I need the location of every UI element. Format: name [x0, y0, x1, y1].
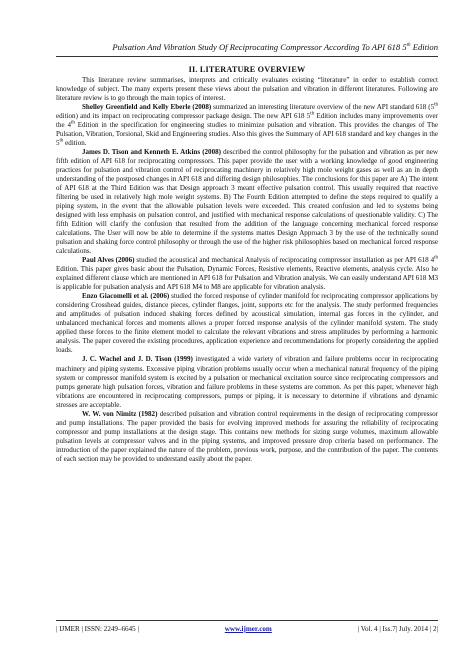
paragraph-text: summarized an interesting literature overview of the new API standard 618 (5th edition) and its impact on reciprocating compressor package design. The new API 618 5th Edition includes many improvements over the 4th Edition in the specification for engineering studies to minimize pulsation and vibration. This provides the changes of The Pulsation, Vibration, Torsional, Skid and Engineering studies. Also this gives the Summary of API 618 standard and key changes in the 5th edition. — [56, 102, 439, 148]
citation-author: Enzo Giacomelli et al. (2006) — [82, 292, 170, 301]
paragraph-text: This literature review summarises, interprets and critically evaluates existing “literature” in order to establish correct knowledge of subject. The many experts present these views about the pulsation and vibration in different literatures. Following are literature review is to go through the main topics of interest. — [56, 76, 438, 103]
citation-author: J. C. Wachel and J. D. Tison (1999) — [82, 355, 193, 364]
citation-author: Paul Alves (2006) — [82, 256, 135, 265]
citation-author: W. W. von Nimitz (1982) — [82, 409, 158, 418]
header-rule — [56, 56, 438, 57]
paragraph-alves — [56, 256, 438, 292]
paragraph-giacomelli — [56, 292, 438, 355]
footer-issue: | Vol. 4 | Iss.7| July. 2014 | 2| — [357, 625, 438, 633]
paragraph-text: studied the acoustical and mechanical Analysis of reciprocating compressor installation as per API 618 4th Edition. This paper gives basic about the Pulsation, Dynamic Forces, Resistive elements, Reactive elements, analysis cycle. Also he explained different clause which are mentioned in API 618 for Pulsation and Vibration analysis. We can easily understand API 618 M3 is applicable for pulsation analysis and API 618 M4 to M8 are applicable for vibration analysis. — [56, 255, 439, 292]
running-header — [56, 42, 438, 53]
footer-rule — [56, 620, 438, 621]
paragraph-text: described the control philosophy for the pulsation and vibration as per new fifth edition of API 618 for reciprocating compressors. This paper provide the user with a working knowledge of good engineering practices for pulsation and vibration control of reciprocating machinery in relatively high mole weight gases as well as an in depth understanding of the postposed changes in API 618 and differing design philosophies. The conclusions for this paper are A) The intent of API 618 at the Third Edition was that Design approach 3 meant effective pulsation control. This usually required that reactive filtering be used in relatively high mole weight systems. B) The Fourth Edition attempted to define the steps required to qualify a piping system, in the event that the allowable pulsation levels were exceeded. This created confusion and led to systems being designed with less emphasis on pulsation control, and justified with mechanical response calculations of questionable validity. C) The fifth Edition will clarify the confusion that resulted from the addition of the language concerning mechanical forced response calculations. The User will now be able to determine if the systems mattes Design Approach 3 by the use of the technically sound pulsation and shaking force control philosophy or through the use of the higher risk philosophies based on mechanical forced response calculations. — [56, 148, 438, 256]
citation-author: James D. Tison and Kenneth E. Atkins (2008) — [82, 148, 221, 157]
footer-journal: | IJMER | ISSN: 2249–6645 | — [56, 625, 139, 633]
paragraph-text: described pulsation and vibration control requirements in the design of reciprocating compressor and pump installations. The paper provided the basis for evolving improved methods for assuring the reliability of reciprocating compressor and pump installations at the design stage. This contains new methods for sizing surge volumes, maximum allowable pulsation levels at compressor valves and in the piping systems, and improved pressure drop criteria based on performance. The introduction of the paper explained the nature of the problem, previous work, purpose, and the contribution of the paper. The contents of each section may be provided to understand easily about the paper. — [56, 409, 438, 463]
running-title: Pulsation And Vibration Study Of Reciprocating Compressor According To API 618 5th Edition — [112, 42, 438, 52]
citation-author: Shelley Greenfield and Kelly Eberle (2008) — [82, 103, 212, 112]
paragraph-text: investigated a wide variety of vibration and failure problems occur in reciprocating machinery and piping systems. Excessive piping vibration problems usually occur when a mechanical natural frequency of the piping system or compressor manifold system is excited by a pulsation or mechanical excitation source since reciprocating compressors and pumps generate high pulsation forces, vibration and failure problems in these systems are common. As per this paper, whenever high vibrations are encountered in reciprocating compressors, pumps or piping, it is necessary to determine if vibrations and dynamic stresses are acceptable. — [56, 355, 438, 409]
paragraph-von-nimitz — [56, 410, 438, 464]
paragraph-greenfield — [56, 103, 438, 148]
paragraph-tison-atkins — [56, 148, 438, 256]
footer-url-link[interactable]: www.ijmer.com — [224, 625, 272, 633]
paragraph-wachel-tison — [56, 355, 438, 409]
page-footer — [56, 625, 438, 633]
paragraph-intro — [56, 76, 438, 103]
body-text — [56, 76, 438, 600]
section-title: II. LITERATURE OVERVIEW — [188, 65, 306, 74]
paragraph-text: studied the forced response of cylinder manifold for reciprocating compressor applications by considering Crosshead guides, distance pieces, cylinder flanges, joint, supports etc for the analysis. The study performed frequencies and amplitudes of pulsation induced shaking forces defined by acoustical simulation, internal gas forces in the cylinder, and unbalanced mechanical forces and moments allows a proper forced response analysis of the cylinder manifold system. The study applied these forces to the finite element model to calculate the relevant vibrations and stress amplitudes by performing a harmonic analysis. The paper covered the existing procedures, application experience and recommendations for properly considering the applied loads. — [56, 292, 438, 355]
